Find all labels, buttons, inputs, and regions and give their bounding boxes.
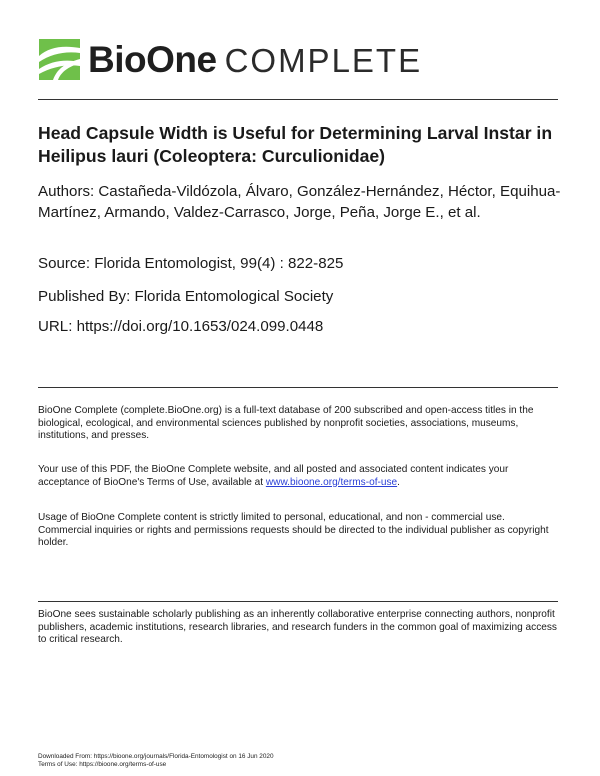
brand-bold: BioOne <box>88 38 217 80</box>
usage-notice: Usage of BioOne Complete content is strictly limited to personal, educational, and non - commercial use. Commercial inquiries or rights and permissions requests should be directed to the individual publisher as copyright holder. <box>38 512 549 549</box>
article-source: Source: Florida Entomologist, 99(4) : 822-825 <box>38 255 344 272</box>
article-publisher: Published By: Florida Entomological Society <box>38 288 334 305</box>
about-notice: BioOne Complete (complete.BioOne.org) is a full-text database of 200 subscribed and open-access titles in the biological, ecological, and environmental sciences published by nonprofit societies, associations, museums, institutions, and presses. <box>38 405 534 442</box>
terms-prefix: Your use of this PDF, the BioOne Complete website, and all posted and associated content indicates your acceptance of BioOne's Terms of Use, available at <box>38 464 509 488</box>
terms-of-use-link[interactable]: www.bioone.org/terms-of-use <box>265 476 398 488</box>
download-source: Downloaded From: https://bioone.org/journals/Florida-Entomologist on 16 Jun 2020 <box>38 753 274 760</box>
section-divider <box>38 387 558 388</box>
article-authors: Authors: Castañeda-Vildózola, Álvaro, González-Hernández, Héctor, Equihua-Martínez, Armando, Valdez-Carrasco, Jorge, Peña, Jorge E., et al. <box>38 183 561 221</box>
bioone-leaf-icon <box>39 39 80 80</box>
article-title: Head Capsule Width is Useful for Determining Larval Instar in Heilipus lauri (Coleoptera: Curculionidae) <box>38 123 553 166</box>
download-footer <box>38 753 274 769</box>
article-url: URL: https://doi.org/10.1653/024.099.0448 <box>38 318 324 335</box>
bioone-complete-logo <box>39 37 429 81</box>
brand-wordmark <box>88 38 423 80</box>
header-divider <box>38 99 558 100</box>
footer-terms: Terms of Use: https://bioone.org/terms-of-use <box>38 761 167 768</box>
terms-suffix: . <box>397 476 400 488</box>
brand-light: COMPLETE <box>224 41 423 79</box>
terms-notice <box>38 464 558 489</box>
mission-statement: BioOne sees sustainable scholarly publishing as an inherently collaborative enterprise connecting authors, nonprofit publishers, academic institutions, research libraries, and research funders in the common goal of maximizing access to critical research. <box>38 609 557 646</box>
mission-divider <box>38 601 558 602</box>
